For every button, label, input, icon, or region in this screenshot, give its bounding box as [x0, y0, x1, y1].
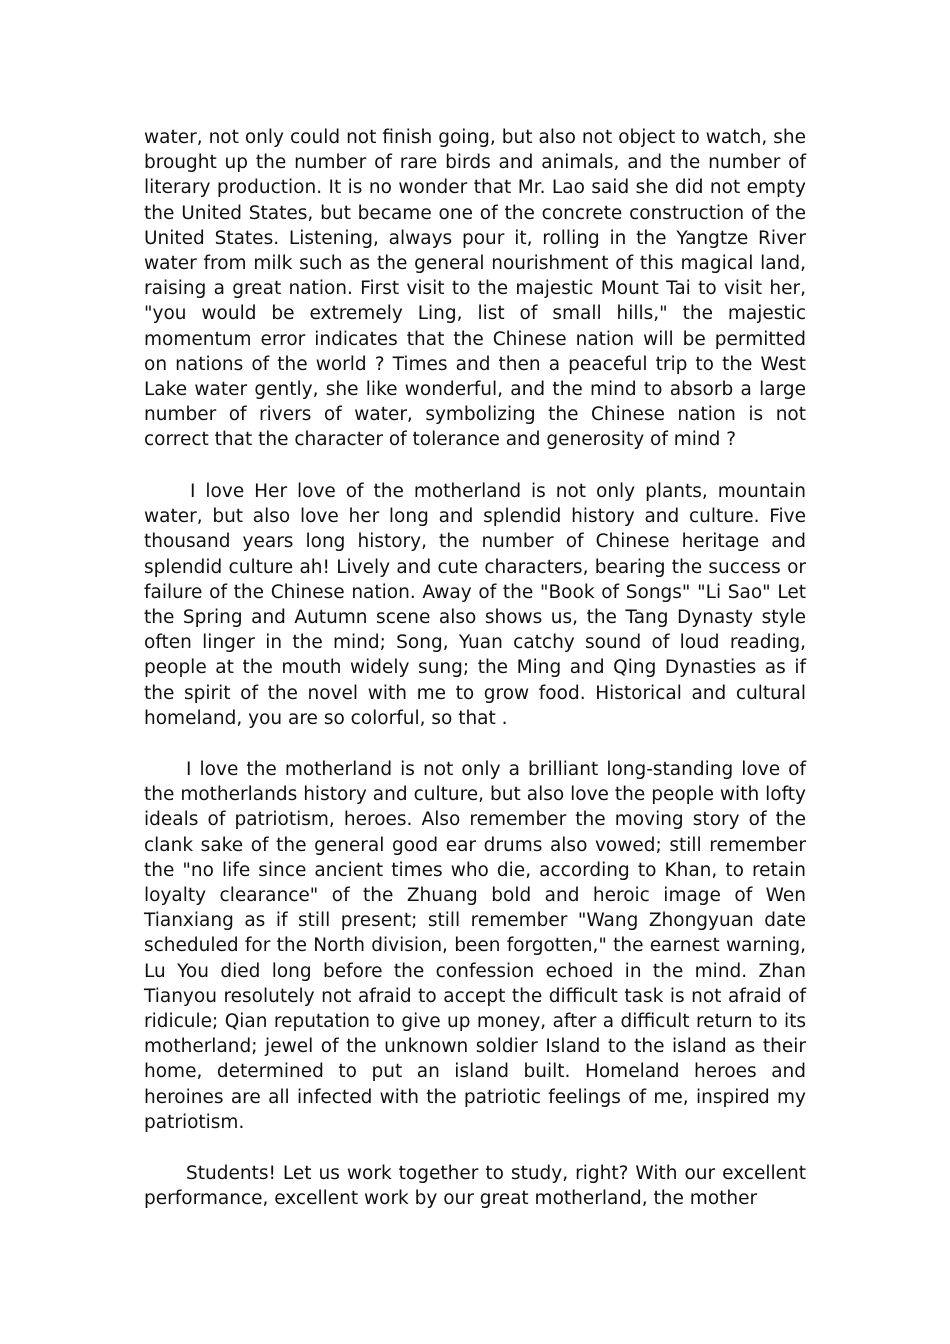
paragraph-text: water, not only could not finish going, but also not object to watch, she brought up the number of rare birds and animals, and the number of literary production. It is no wonder that Mr. Lao said she did not empty the United States, but became one of the concrete construction of the United States. Listening, always pour it, rolling in the Yangtze River water from milk such as the general nourishment of this magical land, raising a great nation. First visit to the majestic Mount Tai to visit her, "you would be extremely Ling, list of small hills," the majestic momentum error indicates that the Chinese nation will be permitted on nations of the world ? Times and then a peaceful trip to the West Lake water gently, she like wonderful, and the mind to absorb a large number of rivers of water, symbolizing the Chinese nation is not correct that the character of tolerance and generosity of mind ? — [144, 127, 806, 451]
paragraph-text: Students! Let us work together to study, right? With our excellent performance, excellent work by our great motherland, the mother — [144, 1163, 806, 1210]
body-paragraph-4 — [144, 1161, 806, 1211]
body-paragraph-1 — [144, 125, 806, 453]
paragraph-text: I love the motherland is not only a brilliant long-standing love of the motherlands history and culture, but also love the people with lofty ideals of patriotism, heroes. Also remember the moving story of the clank sake of the general good ear drums also vowed; still remember the "no life since ancient times who die, according to Khan, to retain loyalty clearance" of the Zhuang bold and heroic image of Wen Tianxiang as if still present; still remember "Wang Zhongyuan date scheduled for the North division, been forgotten," the earnest warning, Lu You died long before the confession echoed in the mind. Zhan Tianyou resolutely not afraid to accept the difficult task is not afraid of ridicule; Qian reputation to give up money, after a difficult return to its motherland; jewel of the unknown soldier Island to the island as their home, determined to put an island built. Homeland heroes and heroines are all infected with the patriotic feelings of me, inspired my patriotism. — [144, 759, 806, 1133]
body-paragraph-3 — [144, 757, 806, 1135]
body-paragraph-2 — [144, 479, 806, 731]
paragraph-text: I love Her love of the motherland is not only plants, mountain water, but also love her long and splendid history and culture. Five thousand years long history, the number of Chinese heritage and splendid culture ah! Lively and cute characters, bearing the success or failure of the Chinese nation. Away of the "Book of Songs" "Li Sao" Let the Spring and Autumn scene also shows us, the Tang Dynasty style often linger in the mind; Song, Yuan catchy sound of loud reading, people at the mouth widely sung; the Ming and Qing Dynasties as if the spirit of the novel with me to grow food. Historical and cultural homeland, you are so colorful, so that . — [144, 481, 806, 729]
